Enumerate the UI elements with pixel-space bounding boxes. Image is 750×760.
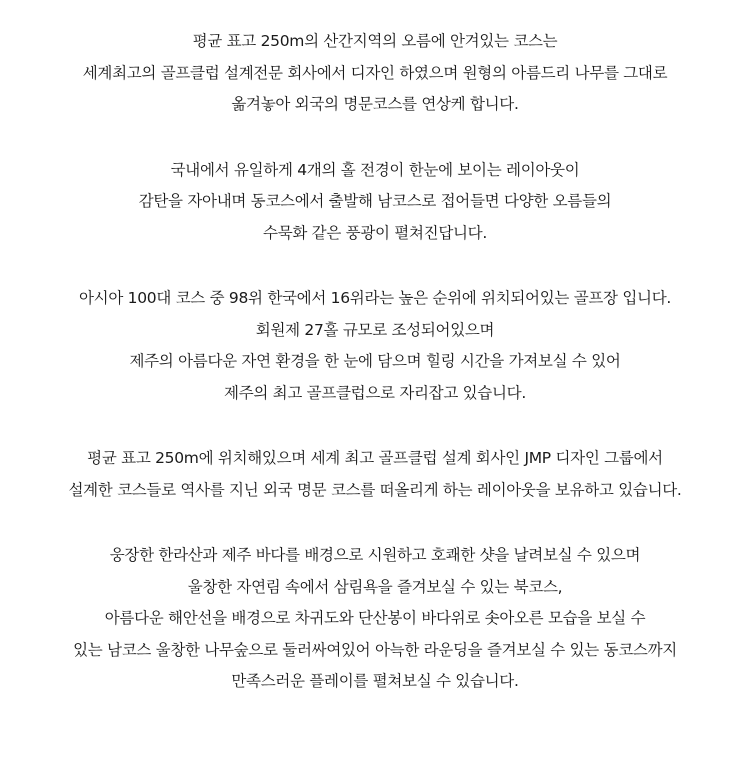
course-description <box>0 26 750 732</box>
text-line: 있는 남코스 울창한 나무숲으로 둘러싸여있어 아늑한 라운딩을 즐겨보실 수 있는 동코스까지 <box>73 640 677 659</box>
text-line: 옮겨놓아 외국의 명문코스를 연상케 합니다. <box>231 95 519 113</box>
paragraph-layout-view <box>0 155 750 250</box>
paragraph-design <box>0 443 750 506</box>
text-line: 제주의 최고 골프클럽으로 자리잡고 있습니다. <box>224 383 526 402</box>
paragraph-ranking <box>0 283 750 409</box>
text-line: 아름다운 해안선을 배경으로 차귀도와 단산봉이 바다위로 솟아오른 모습을 보실 수 <box>104 609 646 627</box>
text-line: 회원제 27홀 규모로 조성되어있으며 <box>255 320 495 339</box>
text-line: 수묵화 같은 풍광이 펼쳐진답니다. <box>263 223 487 242</box>
paragraph-courses <box>0 540 750 698</box>
paragraph-course-overview <box>0 26 750 121</box>
text-line: 울창한 자연림 속에서 삼림욕을 즐겨보실 수 있는 북코스, <box>187 577 563 596</box>
text-line: 웅장한 한라산과 제주 바다를 배경으로 시원하고 호쾌한 샷을 날려보실 수 있으며 <box>109 546 641 564</box>
text-line: 감탄을 자아내며 동코스에서 출발해 남코스로 접어들면 다양한 오름들의 <box>138 192 612 210</box>
text-line: 평균 표고 250m에 위치해있으며 세계 최고 골프클럽 설계 회사인 JMP 디자인 그룹에서 <box>87 449 663 467</box>
text-line: 평균 표고 250m의 산간지역의 오름에 안겨있는 코스는 <box>192 32 558 50</box>
text-line: 국내에서 유일하게 4개의 홀 전경이 한눈에 보이는 레이아웃이 <box>170 160 580 179</box>
text-line: 세계최고의 골프클럽 설계전문 회사에서 디자인 하였으며 원형의 아름드리 나무를 그대로 <box>82 63 668 82</box>
text-line: 제주의 아름다운 자연 환경을 한 눈에 담으며 힐링 시간을 가져보실 수 있어 <box>129 352 621 370</box>
text-line: 설계한 코스들로 역사를 지닌 외국 명문 코스를 떠올리게 하는 레이아웃을 보유하고 있습니다. <box>68 480 682 499</box>
text-line: 아시아 100대 코스 중 98위 한국에서 16위라는 높은 순위에 위치되어있는 골프장 입니다. <box>79 289 671 307</box>
text-line: 만족스러운 플레이를 펼쳐보실 수 있습니다. <box>231 672 519 690</box>
